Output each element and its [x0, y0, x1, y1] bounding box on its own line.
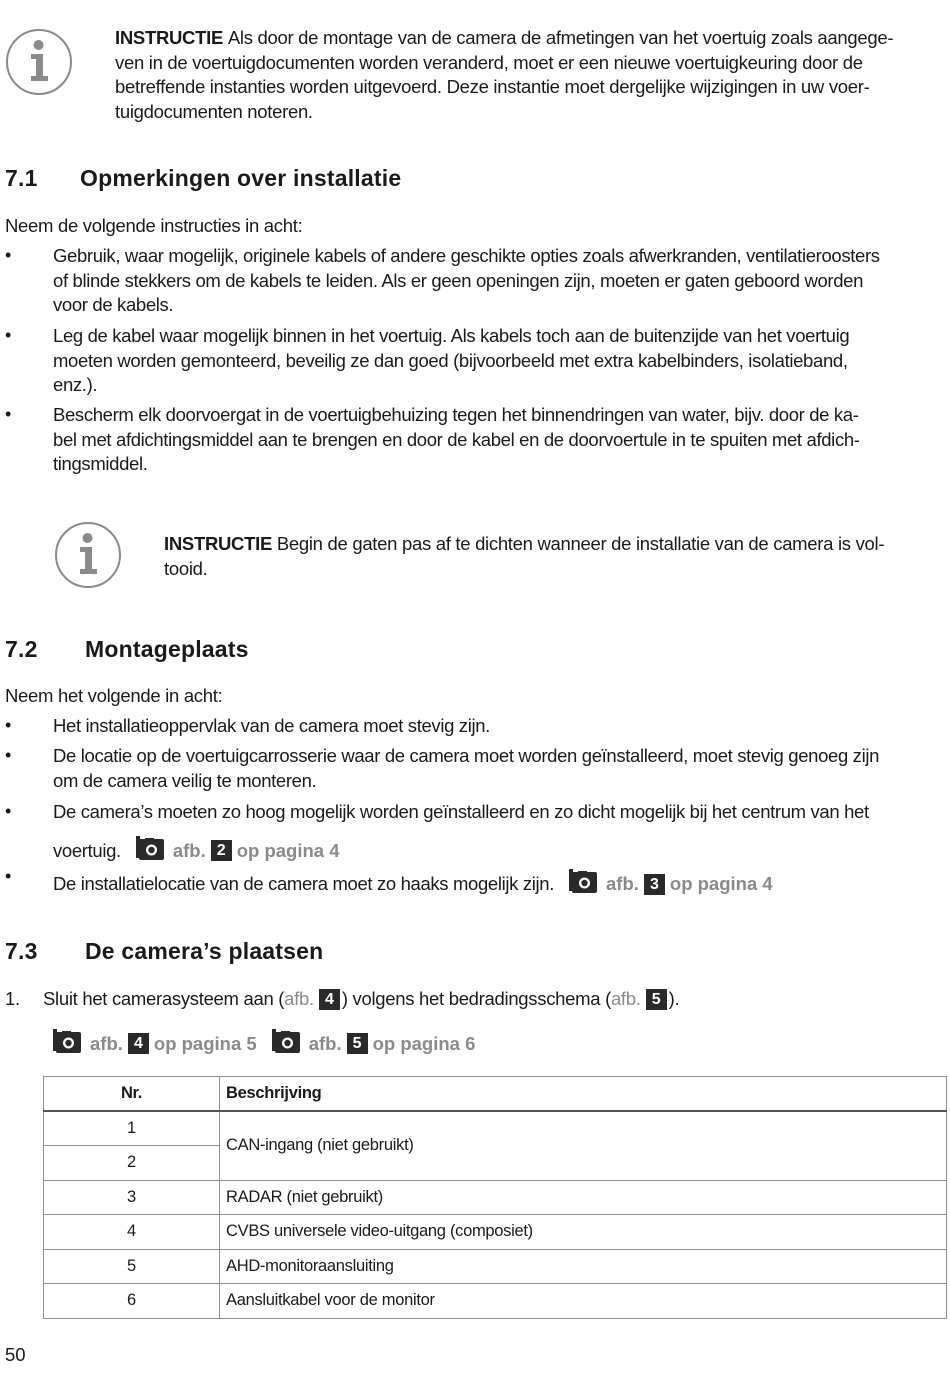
- bullet-icon: •: [5, 404, 12, 424]
- camera-icon: [135, 835, 165, 868]
- table-row: [44, 1215, 947, 1250]
- instruction-label: INSTRUCTIE: [164, 533, 273, 554]
- table-cell-description: RADAR (niet gebruikt): [220, 1180, 947, 1215]
- section-title: Opmerkingen over installatie: [80, 165, 402, 191]
- note-line: Begin de gaten pas af te dichten wanneer de installatie van de camera is vol-: [276, 533, 885, 554]
- list-item: Bescherm elk doorvoergat in de voertuigbehuizing tegen het binnendringen van water, bijv. door de ka- bel met afdichtingsmiddel aan te brengen en door de kabel en de doorvoertule in te spuiten met afdich- tingsmiddel.: [53, 404, 860, 474]
- bullet-icon: •: [5, 866, 12, 886]
- table-cell-nr: 6: [44, 1284, 220, 1319]
- table-row: [44, 1180, 947, 1215]
- instruction-note-1: [115, 26, 945, 124]
- note-line: tooid.: [164, 557, 208, 579]
- section-title: De camera’s plaatsen: [85, 938, 324, 964]
- section-number: 7.2: [5, 636, 38, 662]
- list-item: De installatielocatie van de camera moet zo haaks mogelijk zijn. afb. 3 op pagina 4: [53, 868, 773, 901]
- section-intro: Neem de volgende instructies in acht:: [5, 215, 303, 236]
- bullet-icon: •: [5, 715, 12, 735]
- bullet-icon: •: [5, 745, 12, 765]
- list-item: De camera’s moeten zo hoog mogelijk worden geïnstalleerd en zo dicht mogelijk bij het centrum van het voertuig. afb. 2 op pagina 4: [53, 800, 869, 867]
- connection-table: [43, 1076, 947, 1319]
- info-icon: [6, 29, 72, 95]
- step-number: 1.: [5, 988, 20, 1009]
- instruction-note-2: [164, 532, 884, 581]
- table-cell-nr: 2: [44, 1146, 220, 1181]
- table-cell-description: AHD-monitoraansluiting: [220, 1249, 947, 1284]
- list-item: Gebruik, waar mogelijk, originele kabels of andere geschikte opties zoals afwerkranden, ventilatieroosters of blinde stekkers om de kabels te leiden. Als er geen openingen zijn, moeten er gaten geboord worden voor de kabels.: [53, 245, 880, 315]
- table-cell-nr: 3: [44, 1180, 220, 1215]
- list-item: Het installatieoppervlak van de camera moet stevig zijn.: [53, 715, 490, 736]
- section-intro: Neem het volgende in acht:: [5, 685, 223, 706]
- note-line: Als door de montage van de camera de afmetingen van het voertuig zoals aangege-: [227, 27, 894, 48]
- step-text: Sluit het camerasysteem aan ( afb. 4 ) volgens het bedradingsschema ( afb. 5 ).: [43, 988, 680, 1009]
- table-row: [44, 1111, 947, 1146]
- table-row: [44, 1249, 947, 1284]
- note-line: betreffende instanties worden uitgevoerd. Deze instantie moet dergelijke wijzigingen in uw voer-: [115, 76, 870, 97]
- list-item: Leg de kabel waar mogelijk binnen in het voertuig. Als kabels toch aan de buitenzijde van het voertuig moeten worden gemonteerd, beveilig ze dan goed (bijvoorbeeld met extra kabelbinders, isolatieband, enz.).: [53, 325, 850, 395]
- figure-reference-link[interactable]: afb. 2 op pagina 4: [135, 835, 340, 868]
- figure-reference-link[interactable]: afb. 3 op pagina 4: [568, 868, 773, 901]
- bullet-icon: •: [5, 245, 12, 265]
- page-number: 50: [5, 1344, 26, 1365]
- figure-reference-row: [52, 1028, 475, 1059]
- info-icon: [55, 522, 121, 588]
- camera-icon: [52, 1028, 82, 1059]
- bullet-icon: •: [5, 325, 12, 345]
- table-row: [44, 1284, 947, 1319]
- camera-icon: [568, 868, 598, 901]
- list-item: De locatie op de voertuigcarrosserie waar de camera moet worden geïnstalleerd, moet stevig genoeg zijn om de camera veilig te monteren.: [53, 745, 880, 791]
- table-cell-description: Aansluitkabel voor de monitor: [220, 1284, 947, 1319]
- section-title: Montageplaats: [85, 636, 249, 662]
- table-cell-nr: 5: [44, 1249, 220, 1284]
- figure-reference-link[interactable]: afb. 4 op pagina 5: [52, 1028, 257, 1059]
- table-cell-description: CVBS universele video-uitgang (composiet): [220, 1215, 947, 1250]
- instruction-label: INSTRUCTIE: [115, 27, 224, 48]
- column-header-description: Beschrijving: [220, 1077, 947, 1112]
- table-cell-nr: 4: [44, 1215, 220, 1250]
- note-line: tuigdocumenten noteren.: [115, 100, 313, 122]
- table-cell-description: CAN-ingang (niet gebruikt): [220, 1111, 947, 1180]
- note-line: ven in de voertuigdocumenten worden veranderd, moet er een nieuwe voertuigkeuring door de: [115, 51, 863, 73]
- table-header-row: [44, 1077, 947, 1112]
- section-number: 7.3: [5, 938, 38, 964]
- section-number: 7.1: [5, 165, 38, 191]
- column-header-nr: Nr.: [44, 1077, 220, 1112]
- figure-reference-link[interactable]: afb. 5 op pagina 6: [271, 1028, 476, 1059]
- bullet-icon: •: [5, 801, 12, 821]
- table-cell-nr: 1: [44, 1111, 220, 1146]
- camera-icon: [271, 1028, 301, 1059]
